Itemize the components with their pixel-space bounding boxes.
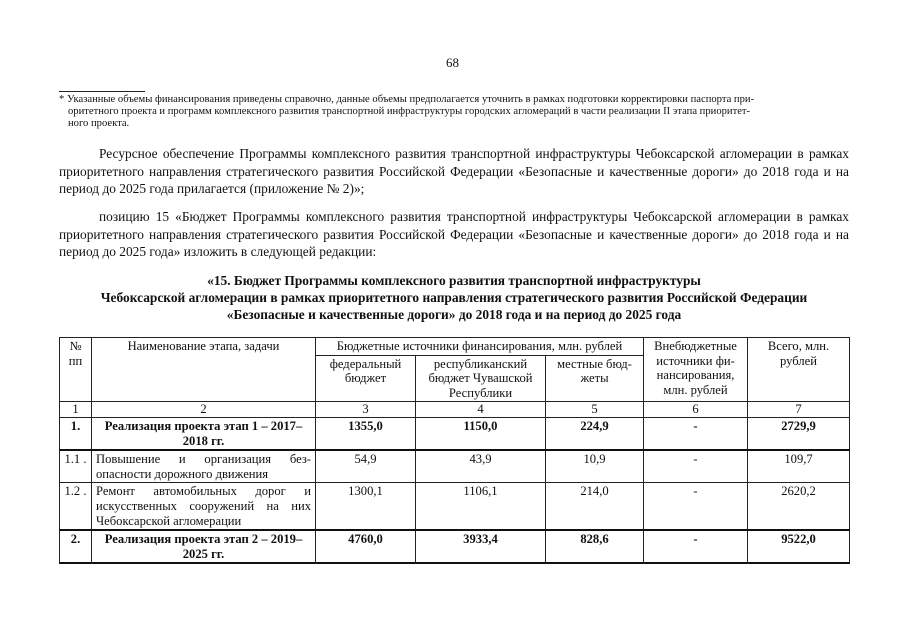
header-no: № пп: [60, 338, 92, 402]
column-number: 7: [748, 402, 850, 418]
row-no: 1.1 .: [60, 450, 92, 483]
row-total: 9522,0: [748, 530, 850, 563]
row-republican: 1106,1: [416, 483, 546, 530]
table-row: [60, 483, 850, 530]
footnote: [59, 94, 849, 130]
heading-line-2: Чебоксарской агломерации в рамках приоритетного направления стратегического развития Российской Федерации: [100, 290, 808, 305]
row-extra: -: [644, 417, 748, 450]
row-local: 214,0: [546, 483, 644, 530]
header-federal: федеральный бюджет: [316, 355, 416, 402]
paragraph-position-15: позицию 15 «Бюджет Программы комплексного развития транспортной инфраструктуры Чебоксарской агломерации в рамках приоритетного направления стратегического развития Российской Федерации «Безопасные и качественные дороги» до 2018 года и на период до 2025 года» изложить в следующей редакции:: [59, 209, 849, 259]
table-row: [60, 450, 850, 483]
paragraph-resource-provision: Ресурсное обеспечение Программы комплексного развития транспортной инфраструктуры Чебоксарской агломерации в рамках приоритетного направления стратегического развития Российской Федерации «Безопасные и качественные дороги» до 2018 года и на период до 2025 года прилагается (приложение № 2)»;: [59, 146, 849, 196]
row-federal: 1300,1: [316, 483, 416, 530]
column-number: 1: [60, 402, 92, 418]
row-local: 828,6: [546, 530, 644, 563]
header-extra-budget: Внебюджетные источники фи-нансирования, млн. рублей: [644, 338, 748, 402]
footnote-line-3: ного проекта.: [68, 118, 130, 129]
row-local: 224,9: [546, 417, 644, 450]
row-total: 2729,9: [748, 417, 850, 450]
row-no: 2.: [60, 530, 92, 563]
header-republican: республиканский бюджет Чувашской Республики: [416, 355, 546, 402]
row-extra: -: [644, 530, 748, 563]
row-republican: 3933,4: [416, 530, 546, 563]
row-name: Реализация проекта этап 1 – 2017–2018 гг.: [92, 417, 316, 450]
row-name: Ремонт автомобильных дорог и искусственных сооружений на них Чебоксарской агломерации: [92, 483, 316, 530]
heading-line-3: «Безопасные и качественные дороги» до 2018 года и на период до 2025 года: [226, 307, 682, 322]
row-extra: -: [644, 483, 748, 530]
row-federal: 4760,0: [316, 530, 416, 563]
row-federal: 1355,0: [316, 417, 416, 450]
column-number-row: [60, 402, 850, 418]
row-no: 1.: [60, 417, 92, 450]
row-republican: 43,9: [416, 450, 546, 483]
row-republican: 1150,0: [416, 417, 546, 450]
footnote-line-1: * Указанные объемы финансирования приведены справочно, данные объемы предполагается уточнить в рамках подготовки корректировки паспорта при-: [59, 94, 755, 105]
page-number: 68: [446, 55, 459, 70]
column-number: 5: [546, 402, 644, 418]
row-extra: -: [644, 450, 748, 483]
column-number: 2: [92, 402, 316, 418]
column-number: 4: [416, 402, 546, 418]
header-name: Наименование этапа, задачи: [92, 338, 316, 402]
budget-table: [59, 337, 850, 564]
header-total: Всего, млн. рублей: [748, 338, 850, 402]
header-budget-sources: Бюджетные источники финансирования, млн. рублей: [316, 338, 644, 356]
heading-line-1: «15. Бюджет Программы комплексного развития транспортной инфраструктуры: [207, 273, 701, 288]
row-federal: 54,9: [316, 450, 416, 483]
row-name: Реализация проекта этап 2 – 2019–2025 гг.: [92, 530, 316, 563]
column-number: 6: [644, 402, 748, 418]
table-row: [60, 417, 850, 450]
footnote-divider: [59, 91, 145, 92]
section-heading: [59, 272, 849, 323]
header-local: местные бюд-жеты: [546, 355, 644, 402]
footnote-line-2: оритетного проекта и программ комплексного развития транспортной инфраструктуры городских агломераций в части реализации II этапа приоритет-: [68, 106, 751, 117]
row-total: 2620,2: [748, 483, 850, 530]
row-total: 109,7: [748, 450, 850, 483]
row-name: Повышение и организация без-опасности дорожного движения: [92, 450, 316, 483]
row-local: 10,9: [546, 450, 644, 483]
row-no: 1.2 .: [60, 483, 92, 530]
column-number: 3: [316, 402, 416, 418]
table-row: [60, 530, 850, 563]
